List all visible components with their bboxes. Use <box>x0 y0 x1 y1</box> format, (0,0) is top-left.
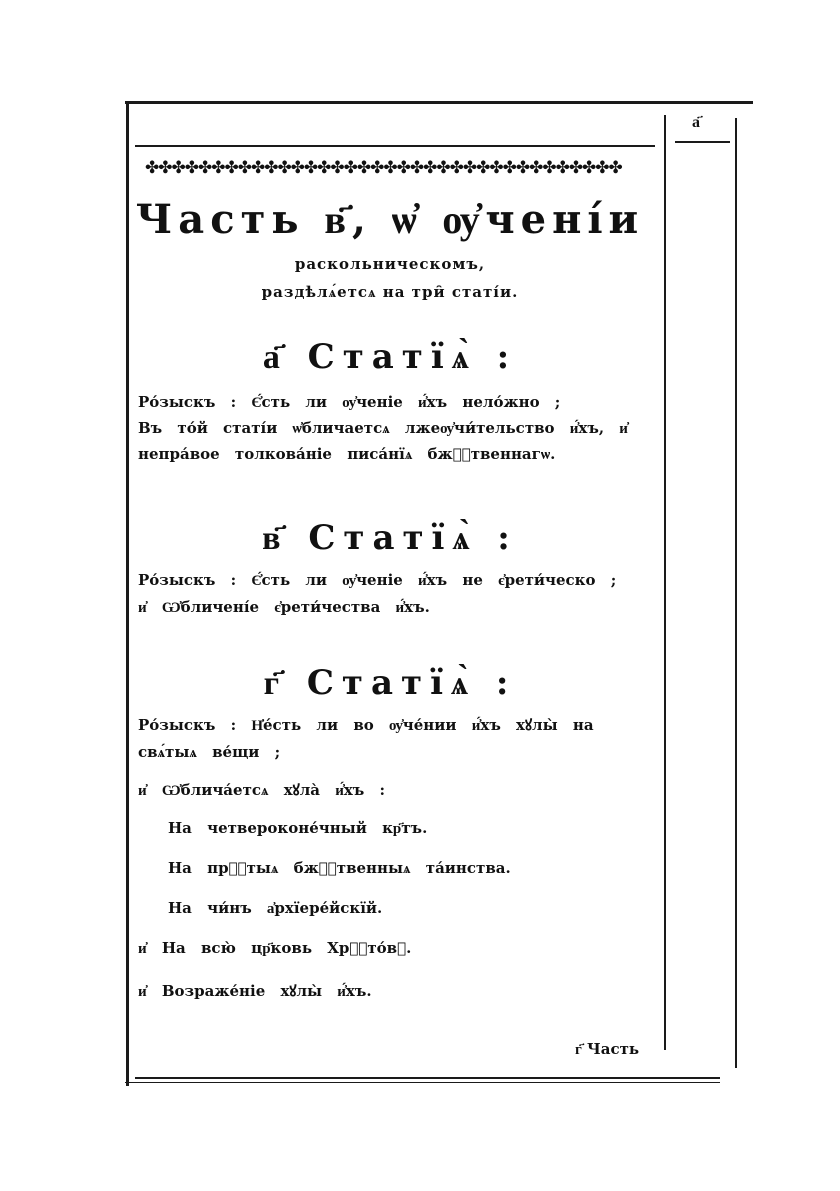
top-rule <box>125 101 753 104</box>
section-1-heading: а҃ Статїѧ̀ : <box>262 337 518 377</box>
section-3-line: и҆ Возраже́ніе хꙋлы̀ и҆́хъ. <box>138 982 372 1000</box>
section-3-line: и҆ На всю̀ цр҃ковь Хрⷭ҇то́вꙋ. <box>138 939 412 957</box>
section-1-line: Въ то́й статі́и ѡ҆бличаетсѧ лжеѹ҆чи́тельство и҆́хъ, и҆ <box>138 419 628 437</box>
section-2-line: и҆ Ѡ҆бличені́е є҆рети́чества и҆́хъ. <box>138 598 430 616</box>
section-3-line: и҆ Ѡ҆блича́етсѧ хꙋла̀ и҆́хъ : <box>138 781 386 799</box>
section-1-line: непра́вое толкова́ніе писа́нїѧ бжⷭ҇твеннагѡ. <box>138 445 556 463</box>
subtitle-line-1: раскольническомъ, <box>294 255 486 273</box>
section-3-item: На прⷭ҇тыѧ бжⷭ҇твенныѧ та́инства. <box>168 859 511 877</box>
section-1-line: Ро́зыскъ : Є҆́сть ли ѹ҆ченіе и҆́хъ нело́жно ; <box>138 393 561 411</box>
section-2-line: Ро́зыскъ : Є҆́сть ли ѹ҆ченіе и҆́хъ не є҆рети́ческо ; <box>138 571 617 589</box>
bottom-rule-lower <box>125 1082 720 1083</box>
section-3-item: На чи́нъ а҆рхїере́йскїй. <box>168 899 383 917</box>
ornament-band: ✤✤✤✤✤✤✤✤✤✤✤✤✤✤✤✤✤✤✤✤✤✤✤✤✤✤✤✤✤✤✤✤✤✤✤✤ <box>145 158 622 178</box>
section-3-line: Ро́зыскъ : Н҆е́сть ли во ѹ҆че́нии и҆́хъ хꙋлы̀ на <box>138 716 594 734</box>
inner-top-rule <box>135 145 655 147</box>
subtitle-line-2: раздѣлѧ́етсѧ на три̑ статі́и. <box>261 283 519 301</box>
catchword: г҃ Часть <box>575 1040 640 1058</box>
bottom-rule <box>135 1077 720 1079</box>
section-3-item: На четвероконе́чный кр҃тъ. <box>168 819 428 837</box>
folio-number: а҃ <box>692 112 700 131</box>
section-3-line: свѧ́тыѧ ве́щи ; <box>138 743 281 761</box>
page-title: Часть в҃, ѡ҆ ѹ҆чені́и <box>135 196 645 243</box>
left-frame-line <box>126 101 129 1086</box>
section-2-heading: в҃ Статїѧ̀ : <box>262 518 518 558</box>
folio-rule <box>675 141 730 143</box>
section-3-heading: г҃ Статїѧ̀ : <box>263 663 517 703</box>
